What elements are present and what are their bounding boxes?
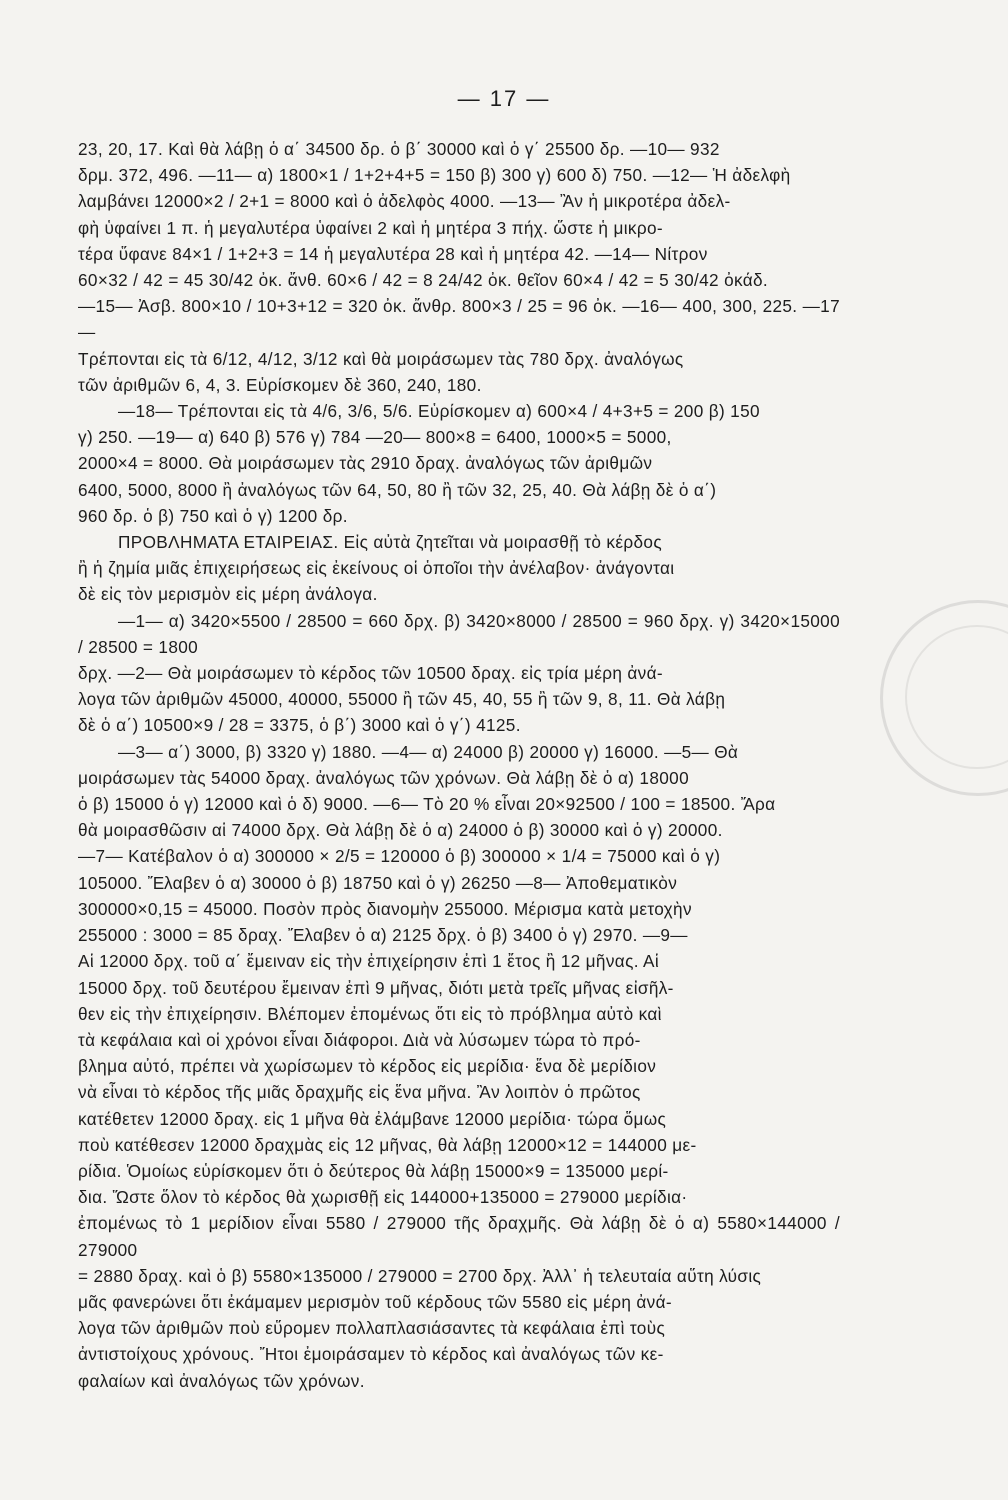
text-line: φαλαίων καὶ ἀναλόγως τῶν χρόνων.: [78, 1370, 365, 1391]
text-line: ἢ ἡ ζημία μιᾶς ἐπιχειρήσεως εἰς ἐκείνους οἱ ὁποῖοι τὴν ἀνέλαβον· ἀνάγονται: [78, 558, 675, 579]
text-line: δρμ. 372, 496. —11— α) 1800×1 / 1+2+4+5 = 150 β) 300 γ) 600 δ) 750. —12— Ἡ ἀδελφὴ: [78, 165, 791, 186]
text-line: 960 δρ. ὁ β) 750 καὶ ὁ γ) 1200 δρ.: [78, 505, 348, 526]
text-line: ἀντιστοίχους χρόνους. Ἤτοι ἐμοιράσαμεν τὸ κέρδος καὶ ἀναλόγως τῶν κε-: [78, 1344, 664, 1365]
text-line: ἐπομένως τὸ 1 μερίδιον εἶναι 5580 / 279000 τῆς δραχμῆς. Θὰ λάβῃ δὲ ὁ α) 5580×144000 / 279000: [78, 1213, 840, 1260]
text-line: —7— Κατέβαλον ὁ α) 300000 × 2/5 = 120000 ὁ β) 300000 × 1/4 = 75000 καὶ ὁ γ): [78, 846, 721, 867]
text-line: Αἱ 12000 δρχ. τοῦ α΄ ἔμειναν εἰς τὴν ἐπιχείρησιν ἐπὶ 1 ἔτος ἢ 12 μῆνας. Αἱ: [78, 951, 659, 972]
text-line: τέρα ὕφανε 84×1 / 1+2+3 = 14 ἡ μεγαλυτέρα 28 καὶ ἡ μητέρα 42. —14— Νίτρον: [78, 243, 708, 264]
page-number: — 17 —: [457, 86, 551, 111]
text-line: μοιράσωμεν τὰς 54000 δραχ. ἀναλόγως τῶν χρόνων. Θὰ λάβῃ δὲ ὁ α) 18000: [78, 767, 689, 788]
text-line: λαμβάνει 12000×2 / 2+1 = 8000 καὶ ὁ ἀδελφὸς 4000. —13— Ἂν ἡ μικροτέρα ἀδελ-: [78, 191, 731, 212]
section-heading: ΠΡΟΒΛΗΜΑΤΑ ΕΤΑΙΡΕΙΑΣ. Εἰς αὐτὰ ζητεῖται νὰ μοιρασθῇ τὸ κέρδος: [118, 532, 662, 553]
text-line: 300000×0,15 = 45000. Ποσὸν πρὸς διανομὴν 255000. Μέρισμα κατὰ μετοχὴν: [78, 898, 692, 919]
text-line: κατέθετεν 12000 δραχ. εἰς 1 μῆνα θὰ ἐλάμβανε 12000 μερίδια· τώρα ὅμως: [78, 1108, 667, 1129]
text-line: μᾶς φανερώνει ὅτι ἐκάμαμεν μερισμὸν τοῦ κέρδους τῶν 5580 εἰς μέρη ἀνά-: [78, 1291, 672, 1312]
text-line: ὁ β) 15000 ὁ γ) 12000 καὶ ὁ δ) 9000. —6— Τὸ 20 % εἶναι 20×92500 / 100 = 18500. Ἄρα: [78, 794, 776, 815]
text-line: τὰ κεφάλαια καὶ οἱ χρόνοι εἶναι διάφοροι. Διὰ νὰ λύσωμεν τώρα τὸ πρό-: [78, 1029, 641, 1050]
text-line: 60×32 / 42 = 45 30/42 ὀκ. ἄνθ. 60×6 / 42 = 8 24/42 ὀκ. θεῖον 60×4 / 42 = 5 30/42 ὀκάδ.: [78, 270, 769, 291]
text-line: —3— α΄) 3000, β) 3320 γ) 1880. —4— α) 24000 β) 20000 γ) 16000. —5— Θὰ: [118, 741, 739, 762]
text-line: νὰ εἶναι τὸ κέρδος τῆς μιᾶς δραχμῆς εἰς ἕνα μῆνα. Ἂν λοιπὸν ὁ πρῶτος: [78, 1082, 641, 1103]
text-line: 2000×4 = 8000. Θὰ μοιράσωμεν τὰς 2910 δραχ. ἀναλόγως τῶν ἀριθμῶν: [78, 453, 653, 474]
text-line: θὰ μοιρασθῶσιν αἱ 74000 δρχ. Θὰ λάβῃ δὲ ὁ α) 24000 ὁ β) 30000 καὶ ὁ γ) 20000.: [78, 820, 723, 841]
text-line: —18— Τρέπονται εἰς τὰ 4/6, 3/6, 5/6. Εὑρίσκομεν α) 600×4 / 4+3+5 = 200 β) 150: [118, 401, 760, 422]
text-line: —15— Ἀσβ. 800×10 / 10+3+12 = 320 ὀκ. ἄνθρ. 800×3 / 25 = 96 ὀκ. —16— 400, 300, 225. —17—: [78, 296, 840, 343]
text-line: δὲ εἰς τὸν μερισμὸν εἰς μέρη ἀνάλογα.: [78, 584, 378, 605]
text-line: = 2880 δραχ. καὶ ὁ β) 5580×135000 / 279000 = 2700 δρχ. Ἀλλ᾽ ἡ τελευταία αὕτη λύσις: [78, 1265, 762, 1286]
text-line: τῶν ἀριθμῶν 6, 4, 3. Εὑρίσκομεν δὲ 360, 240, 180.: [78, 374, 482, 395]
text-line: 255000 : 3000 = 85 δραχ. Ἔλαβεν ὁ α) 2125 δρχ. ὁ β) 3400 ὁ γ) 2970. —9—: [78, 925, 688, 946]
text-line: δρχ. —2— Θὰ μοιράσωμεν τὸ κέρδος τῶν 10500 δραχ. εἰς τρία μέρη ἀνά-: [78, 663, 663, 684]
text-line: λογα τῶν ἀριθμῶν ποὺ εὕρομεν πολλαπλασιάσαντες τὰ κεφάλαια ἐπὶ τοὺς: [78, 1318, 666, 1339]
text-line: ρίδια. Ὁμοίως εὑρίσκομεν ὅτι ὁ δεύτερος θὰ λάβῃ 15000×9 = 135000 μερί-: [78, 1160, 669, 1181]
text-line: ποὺ κατέθεσεν 12000 δραχμὰς εἰς 12 μῆνας, θὰ λάβῃ 12000×12 = 144000 με-: [78, 1134, 697, 1155]
text-line: Τρέπονται εἰς τὰ 6/12, 4/12, 3/12 καὶ θὰ μοιράσωμεν τὰς 780 δρχ. ἀναλόγως: [78, 348, 684, 369]
text-line: 23, 20, 17. Καὶ θὰ λάβῃ ὁ α΄ 34500 δρ. ὁ β΄ 30000 καὶ ὁ γ΄ 25500 δρ. —10— 932: [78, 139, 720, 159]
text-line: —1— α) 3420×5500 / 28500 = 660 δρχ. β) 3420×8000 / 28500 = 960 δρχ. γ) 3420×15000 / 28500 = 1800: [78, 610, 840, 657]
text-line: δὲ ὁ α΄) 10500×9 / 28 = 3375, ὁ β΄) 3000 καὶ ὁ γ΄) 4125.: [78, 715, 521, 736]
page-body: [78, 136, 840, 1394]
text-line: 105000. Ἔλαβεν ὁ α) 30000 ὁ β) 18750 καὶ ὁ γ) 26250 —8— Ἀποθεματικὸν: [78, 872, 678, 893]
text-line: 15000 δρχ. τοῦ δευτέρου ἔμειναν ἐπὶ 9 μῆνας, διότι μετὰ τρεῖς μῆνας εἰσῆλ-: [78, 977, 674, 998]
text-line: φὴ ὑφαίνει 1 π. ἡ μεγαλυτέρα ὑφαίνει 2 καὶ ἡ μητέρα 3 πήχ. ὥστε ἡ μικρο-: [78, 217, 663, 238]
library-stamp: [880, 600, 1008, 796]
text-line: 6400, 5000, 8000 ἢ ἀναλόγως τῶν 64, 50, 80 ἢ τῶν 32, 25, 40. Θὰ λάβῃ δὲ ὁ α΄): [78, 479, 717, 500]
text-line: θεν εἰς τὴν ἐπιχείρησιν. Βλέπομεν ἐπομένως ὅτι εἰς τὸ πρόβλημα αὐτὸ καὶ: [78, 1003, 662, 1024]
text-line: δια. Ὥστε ὅλον τὸ κέρδος θὰ χωρισθῇ εἰς 144000+135000 = 279000 μερίδια·: [78, 1187, 688, 1208]
text-line: βλημα αὐτό, πρέπει νὰ χωρίσωμεν τὸ κέρδος εἰς μερίδια· ἕνα δὲ μερίδιον: [78, 1056, 657, 1077]
text-line: λογα τῶν ἀριθμῶν 45000, 40000, 55000 ἢ τῶν 45, 40, 55 ἢ τῶν 9, 8, 11. Θὰ λάβῃ: [78, 689, 726, 710]
text-line: γ) 250. —19— α) 640 β) 576 γ) 784 —20— 800×8 = 6400, 1000×5 = 5000,: [78, 427, 672, 448]
